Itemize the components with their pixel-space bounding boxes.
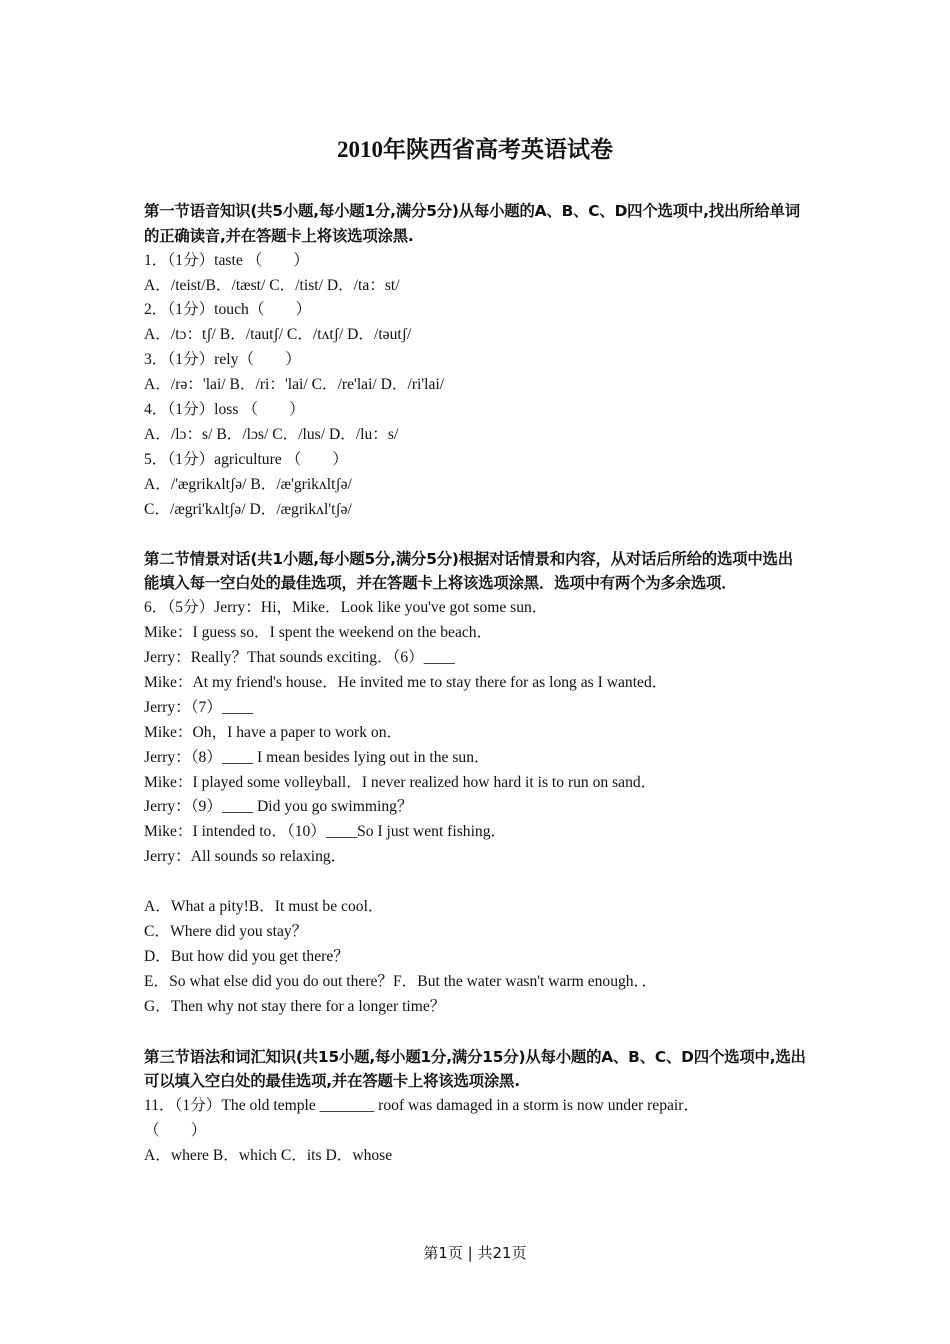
option-line: A．where B．which C．its D．whose (144, 1147, 393, 1165)
exam-content (144, 199, 806, 1169)
question-line: 5．（1分）agriculture （ ） (144, 450, 348, 468)
dialogue-line: Mike：I intended to．（10）____So I just went fishing． (144, 823, 507, 841)
section-heading-grammar: 第三节语法和词汇知识(共15小题,每小题1分,满分15分)从每小题的A、B、C、D四个选项中,选出可以填入空白处的最佳选项,并在答题卡上将该选项涂黑. (144, 1047, 806, 1091)
answer-bracket: （ ） (144, 1122, 207, 1140)
question-line: 2．（1分）touch（ ） (144, 301, 312, 319)
dialogue-line: Mike：At my friend's house．He invited me to stay there for as long as I wanted． (144, 673, 668, 691)
section-phonetics-questions (144, 249, 806, 523)
dialogue-option: G．Then why not stay there for a longer time？ (144, 997, 446, 1015)
dialogue-line: Jerry：（9）____ Did you go swimming？ (144, 798, 413, 816)
section-heading-phonetics: 第一节语音知识(共5小题,每小题1分,满分5分)从每小题的A、B、C、D四个选项中,找出所给单词的正确读音,并在答题卡上将该选项涂黑. (144, 202, 800, 245)
option-line: A．/'ægrikʌltʃə/ B．/æ'grikʌltʃə/ (144, 475, 352, 493)
dialogue-line: Jerry：All sounds so relaxing． (144, 848, 347, 866)
page-title: 2010年陕西省高考英语试卷 (337, 137, 613, 162)
page-footer: 第1页 | 共21页 (423, 1244, 527, 1262)
option-line: A．/rə：'lai/ B．/ri：'lai/ C．/re'lai/ D．/ri'lai/ (144, 376, 445, 394)
dialogue-line: 6．（5分）Jerry：Hi，Mike．Look like you've got some sun． (144, 599, 548, 617)
option-line: A．/tɔ：tʃ/ B．/tautʃ/ C．/tʌtʃ/ D．/təutʃ/ (144, 326, 412, 344)
option-line: A．/teist/B．/tæst/ C．/tist/ D．/ta：st/ (144, 276, 400, 294)
section-dialogue (144, 596, 806, 1020)
option-line: A．/lɔ：s/ B．/lɔs/ C．/lus/ D．/lu：s/ (144, 425, 399, 443)
dialogue-line: Mike：Oh，I have a paper to work on． (144, 723, 403, 741)
dialogue-option: C．Where did you stay？ (144, 923, 308, 941)
section-grammar-questions (144, 1094, 806, 1169)
section-heading-dialogue: 第二节情景对话(共1小题,每小题5分,满分5分)根据对话情景和内容，从对话后所给的选项中选出能填入每一空白处的最佳选项，并在答题卡上将该选项涂黑．选项中有两个为多余选项． (144, 549, 793, 593)
question-line: 4．（1分）loss （ ） (144, 401, 305, 419)
dialogue-line: Jerry：（8）____ I mean besides lying out in the sun． (144, 748, 490, 766)
question-line: 3．（1分）rely（ ） (144, 351, 301, 369)
option-line: C．/ægri'kʌltʃə/ D．/ægrikʌl'tʃə/ (144, 500, 352, 518)
dialogue-line: Mike：I played some volleyball．I never realized how hard it is to run on sand． (144, 773, 657, 791)
question-line: 11．（1分）The old temple _______ roof was damaged in a storm is now under repair． (144, 1097, 700, 1115)
dialogue-line: Jerry：Really？That sounds exciting．（6）____ (144, 648, 455, 666)
dialogue-line: Jerry：（7）____ (144, 698, 254, 716)
dialogue-line: Mike：I guess so．I spent the weekend on the beach． (144, 624, 493, 642)
blank-spacer (144, 870, 806, 895)
dialogue-option: A．What a pity!B．It must be cool． (144, 898, 384, 916)
dialogue-option: E．So what else did you do out there？F．But the water wasn't warm enough．． (144, 972, 657, 990)
question-line: 1．（1分）taste （ ） (144, 251, 310, 269)
dialogue-option: D．But how did you get there？ (144, 947, 349, 965)
